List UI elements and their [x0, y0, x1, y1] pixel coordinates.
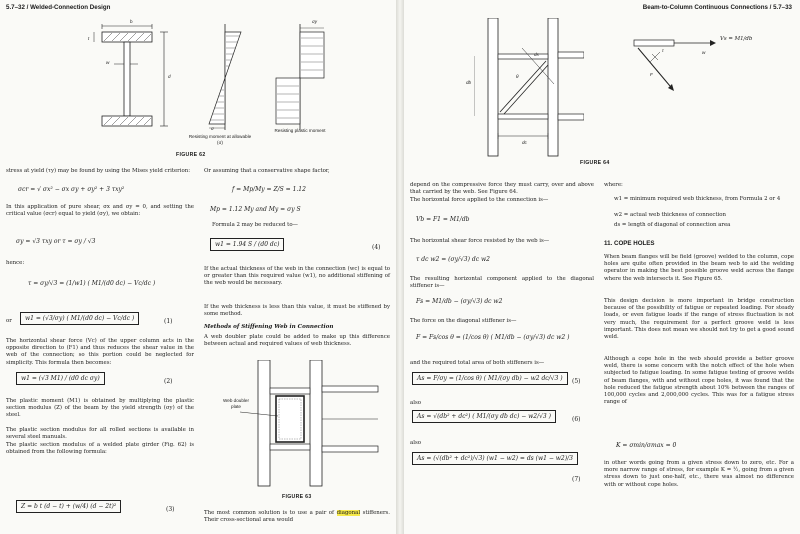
r-col1-paragraph-total-area: and the required total area of both stiffeners is—	[410, 360, 545, 366]
equation-2-boxed: w1 = (√3 M1) / (d0 dc σy)	[16, 372, 105, 385]
also-label-2: also	[410, 440, 421, 446]
col1-paragraph-horizontal-shear: The horizontal shear force (Vc) of the upper column acts in the opposite direction to (F1) and thus reduces the shear value in the web of the connection; so this portion could be neglected for simplicity. This formula then becomes:	[6, 338, 194, 366]
equation-5-boxed: As = F/σy = (1/cos θ) ( M1/(σy db) − w2 dc/√3 )	[412, 372, 568, 385]
fig64-label-w: w	[702, 50, 706, 55]
subsection-heading-stiffening: Methods of Stiffening Web in Connection	[204, 324, 334, 330]
hence-label: hence:	[6, 260, 25, 266]
equation-mp: Mp = 1.12 My and My = σy S	[210, 206, 301, 213]
fig64-label-ds: ds	[534, 52, 539, 57]
eq1-or: or	[6, 318, 12, 324]
r-col1-paragraph-horizontal-component: The resulting horizontal component applied to the diagonal stiffener is—	[410, 276, 594, 290]
r-col1-paragraph-diagonal-force: The force on the diagonal stiffener is—	[410, 318, 517, 324]
fig62-sigma-y: σy	[312, 19, 318, 24]
r-col2-paragraph-fatigue: Although a cope hole in the web should provide a better groove weld, there is some concern with the notch effect of the hole when subjected to fatigue loading. In some fatigue testing of groove welds of beam flanges, with and without cope holes, it was found that the hole reduced the fatigue strength about 10% between the ranges of 100,000 cycles and 2,000,000 cycles. This was for a fatigue stress range of	[604, 356, 794, 406]
figure-62-ibeam-section	[86, 24, 176, 140]
figure-63-caption: FIGURE 63	[282, 494, 312, 500]
equation-fs: Fs = M1/db − (σy/√3) dc w2	[416, 298, 503, 305]
col1-paragraph-pure-shear: In this application of pure shear, σx and σy = 0, and setting the critical value (σcr) equal to yield (σy), we obtain:	[6, 204, 194, 218]
col2-paragraph-actual-thickness: If the actual thickness of the web in the connection (wc) is equal to or greater than this required value (w1), no additional stiffening of the web would be necessary.	[204, 266, 390, 287]
fig64-label-F: F	[650, 72, 653, 77]
col1-paragraph-plastic-moment: The plastic moment (M1) is obtained by multiplying the plastic section modulus (Z) of the beam by the yield strength (σy) of the steel.	[6, 398, 194, 419]
equation-K: K = σmin/σmax = 0	[616, 442, 677, 449]
fig64-label-db: db	[466, 80, 472, 85]
figure-63-web-doubler	[240, 360, 380, 488]
r-col1-paragraph-compressive: depend on the compressive force they must carry, over and above that carried by the web. See Figure 64.	[410, 182, 594, 196]
equation-4-boxed: w1 = 1.94 S / (d0 dc)	[210, 238, 284, 251]
figure-64-caption: FIGURE 64	[580, 160, 610, 166]
col1-paragraph-plastic-modulus: The plastic section modulus for all rolled sections is available in several steel manuals.	[6, 427, 194, 441]
definition-w2: w2 = actual web thickness of connection	[614, 212, 727, 218]
left-page-header: 5.7–32 / Welded-Connection Design	[6, 4, 111, 11]
equation-shape-factor: f = Mp/My = Z/S = 1.12	[232, 186, 306, 193]
fig62-dim-b: b	[130, 19, 133, 24]
definition-w1: w1 = minimum required web thickness, from Formula 2 or 4	[614, 196, 781, 202]
r-col1-paragraph-horizontal-force: The horizontal force applied to the connection is—	[410, 197, 549, 203]
equation-6-number: (6)	[572, 416, 581, 423]
fig63-label-web-doubler: Web doubler plate	[223, 398, 249, 409]
r-col2-paragraph-cope-intro: When beam flanges will be field (groove) welded to the column, cope holes are quite often provided in the beam web to aid the welding operator in making the best possible groove weld across the flange where the web intersects it. See Figure 65.	[604, 254, 794, 282]
equation-F: F = Fs/cos θ = (1/cos θ) ( M1/db − (σy/√3) dc w2 )	[416, 334, 570, 341]
where-label: where:	[604, 182, 623, 188]
fig62-dim-w: w	[106, 60, 110, 65]
col2-diagonal-text-b: stiffeners. Their cross-sectional area would	[204, 510, 390, 524]
col2-paragraph-stiffened: If the web thickness is less than this value, it must be stiffened by some method.	[204, 304, 390, 318]
r-col2-paragraph-stress-range: in other words going from a given stress down to zero, etc. For a more narrow range of stress, for example K = ½, going from a given stress down to just one-half, etc., there was almost no difference with or without cope holes.	[604, 460, 794, 488]
also-label-1: also	[410, 400, 421, 406]
right-page	[404, 0, 800, 534]
figure-62-caption: FIGURE 62	[176, 152, 206, 158]
equation-3-number: (3)	[166, 506, 175, 513]
equation-hence: τ = σy/√3 = (1/w1) ( M1/(d0 dc) − Vc/dc )	[28, 280, 156, 287]
r-col2-paragraph-bridge: This design decision is more important in bridge construction because of the possibility of fatigue or repeated loading. For steady loads, or even fatigue loads if the range of stress fluctuation is not very much, the requirement for a perfect groove weld is less important. This does not mean we should not try to get a good sound weld.	[604, 298, 794, 341]
figure-64-connection-panel	[474, 18, 584, 158]
equation-1-number: (1)	[164, 318, 173, 325]
figure-62-plastic-block	[272, 24, 328, 132]
fig62-sigma: σ	[211, 126, 214, 131]
col2-paragraph-diagonal	[204, 510, 390, 524]
r-col1-paragraph-shear-web: The horizontal shear force resisted by the web is—	[410, 238, 550, 244]
col1-paragraph-mises: stress at yield (τy) may be found by using the Mises yield criterion:	[6, 168, 191, 174]
equation-mises: σcr = √ σx² − σx σy + σy² + 3 τxy²	[18, 186, 125, 193]
col1-paragraph-welded-girder: The plastic section modulus of a welded plate girder (Fig. 62) is obtained from the following formula:	[6, 442, 194, 456]
book-gutter	[396, 0, 404, 534]
highlighted-word-diagonal[interactable]: diagonal	[336, 510, 361, 516]
equation-5-number: (5)	[572, 378, 581, 385]
equation-3-boxed: Z = b t (d − t) + (w/4) (d − 2t)²	[16, 500, 121, 513]
left-page	[0, 0, 396, 534]
equation-tau: σy = √3 τxy or τ = σy / √3	[16, 238, 96, 245]
fig64-label-theta: θ	[516, 74, 519, 79]
definition-ds: ds = length of diagonal of connection area	[614, 222, 731, 228]
section-title-cope-holes: 11. COPE HOLES	[604, 240, 655, 247]
col2-paragraph-doubler: A web doubler plate could be added to make up this difference between actual and required values of web thickness.	[204, 334, 390, 348]
equation-2-number: (2)	[164, 378, 173, 385]
fig64-label-Vs: Vs = M1/db	[720, 36, 753, 42]
right-page-header: Beam-to-Column Continuous Connections / 5.7–33	[642, 4, 792, 11]
fig62-label-resisting-moment: Resisting moment at allowable (σ)	[188, 134, 252, 145]
col2-paragraph-shape-factor: Or assuming that a conservative shape factor,	[204, 168, 330, 174]
figure-64-force-diagram	[630, 30, 740, 110]
col2-diagonal-text-a: The most common solution is to use a pair of	[204, 510, 337, 516]
equation-7-boxed: As = (√(db² + dc²)/√3) (w1 − w2) = ds (w1 − w2)/3	[412, 452, 578, 465]
equation-vb: Vb = F1 = M1/db	[416, 216, 470, 223]
equation-6-boxed: As = √(db² + dc²) ( M1/(σy db dc) − w2/√3 )	[412, 410, 556, 423]
equation-4-number: (4)	[372, 244, 381, 251]
equation-1-boxed: w1 = (√3/σy) ( M1/(d0 dc) − Vc/dc )	[20, 312, 139, 325]
fig62-label-resisting-plastic: Resisting plastic moment	[274, 128, 326, 133]
fig64-label-tau: τ	[662, 48, 664, 53]
fig62-dim-t: t	[88, 36, 90, 41]
fig64-label-dc: dc	[522, 140, 527, 145]
equation-7-number: (7)	[572, 476, 581, 483]
figure-62-stress-triangle	[205, 24, 245, 132]
equation-tau-web: τ dc w2 = (σy/√3) dc w2	[416, 256, 490, 263]
col2-paragraph-formula2: Formula 2 may be reduced to—	[212, 222, 298, 228]
fig62-dim-d: d	[168, 74, 171, 79]
